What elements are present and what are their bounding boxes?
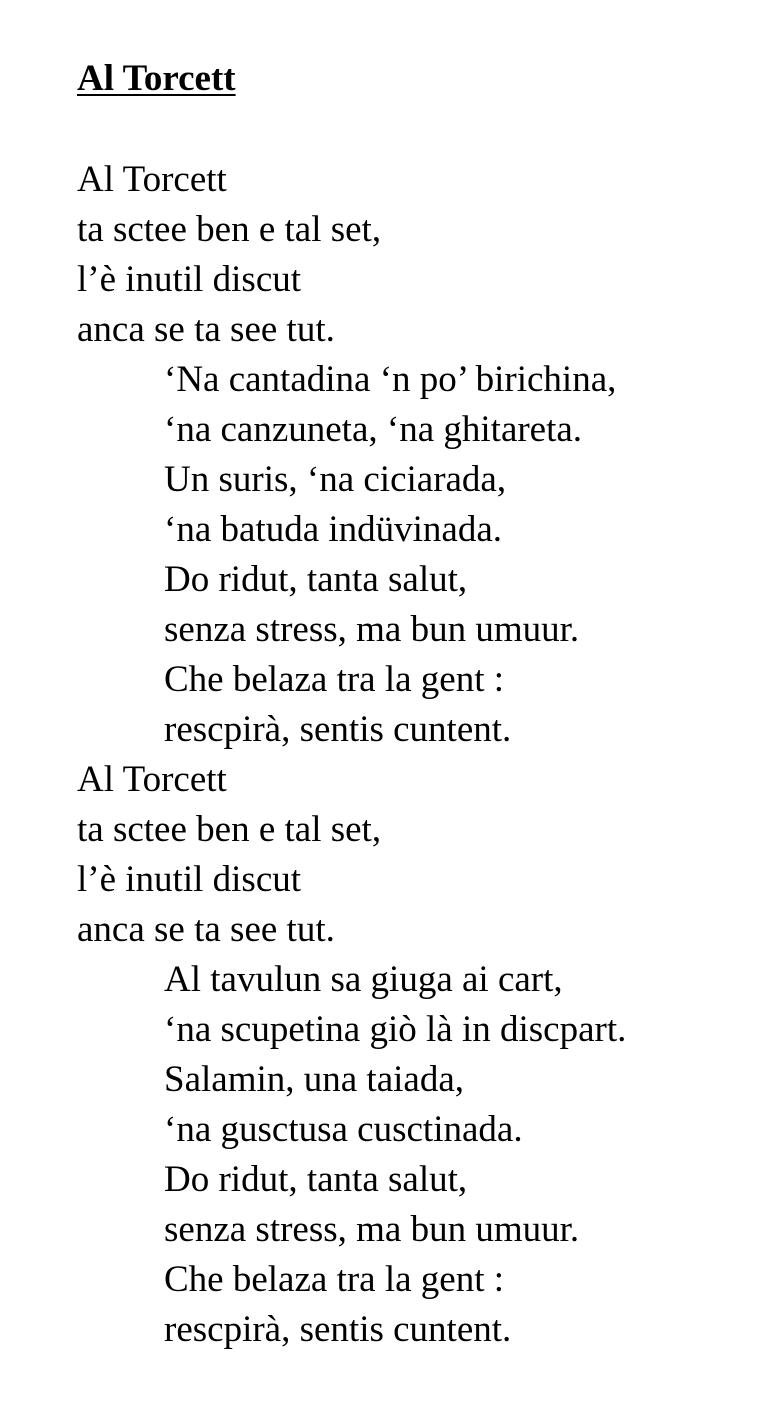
poem-line: l’è inutil discut [77,259,302,300]
poem-line: ‘Na cantadina ‘n po’ birichina, [164,359,617,400]
poem-line: senza stress, ma bun umuur. [164,609,580,650]
poem-line: Al Torcett [77,159,227,200]
poem-line: Do ridut, tanta salut, [164,559,468,600]
poem-line: senza stress, ma bun umuur. [164,1209,580,1250]
poem-line: ‘na gusctusa cusctinada. [164,1109,523,1150]
poem-line: Al Torcett [77,759,227,800]
poem-line: ‘na canzuneta, ‘na ghitareta. [164,409,583,450]
poem-line: Al tavulun sa giuga ai cart, [164,959,563,1000]
poem-line: anca se ta see tut. [77,909,335,950]
poem-line: rescpirà, sentis cuntent. [164,709,512,750]
poem-line: rescpirà, sentis cuntent. [164,1309,512,1350]
poem-line: ‘na scupetina giò là in discpart. [164,1009,627,1050]
poem-line: ta sctee ben e tal set, [77,809,382,850]
poem-line: Do ridut, tanta salut, [164,1159,468,1200]
poem-line: anca se ta see tut. [77,309,335,350]
poem-line: Un suris, ‘na ciciarada, [164,459,507,500]
poem-title: Al Torcett [77,58,236,99]
poem-line: ta sctee ben e tal set, [77,209,382,250]
poem-line: Che belaza tra la gent : [164,1259,505,1300]
poem-line: ‘na batuda indüvinada. [164,509,503,550]
poem-line: Che belaza tra la gent : [164,659,505,700]
poem-body [77,155,757,1355]
poem-line: Salamin, una taiada, [164,1059,465,1100]
poem-line: l’è inutil discut [77,859,302,900]
